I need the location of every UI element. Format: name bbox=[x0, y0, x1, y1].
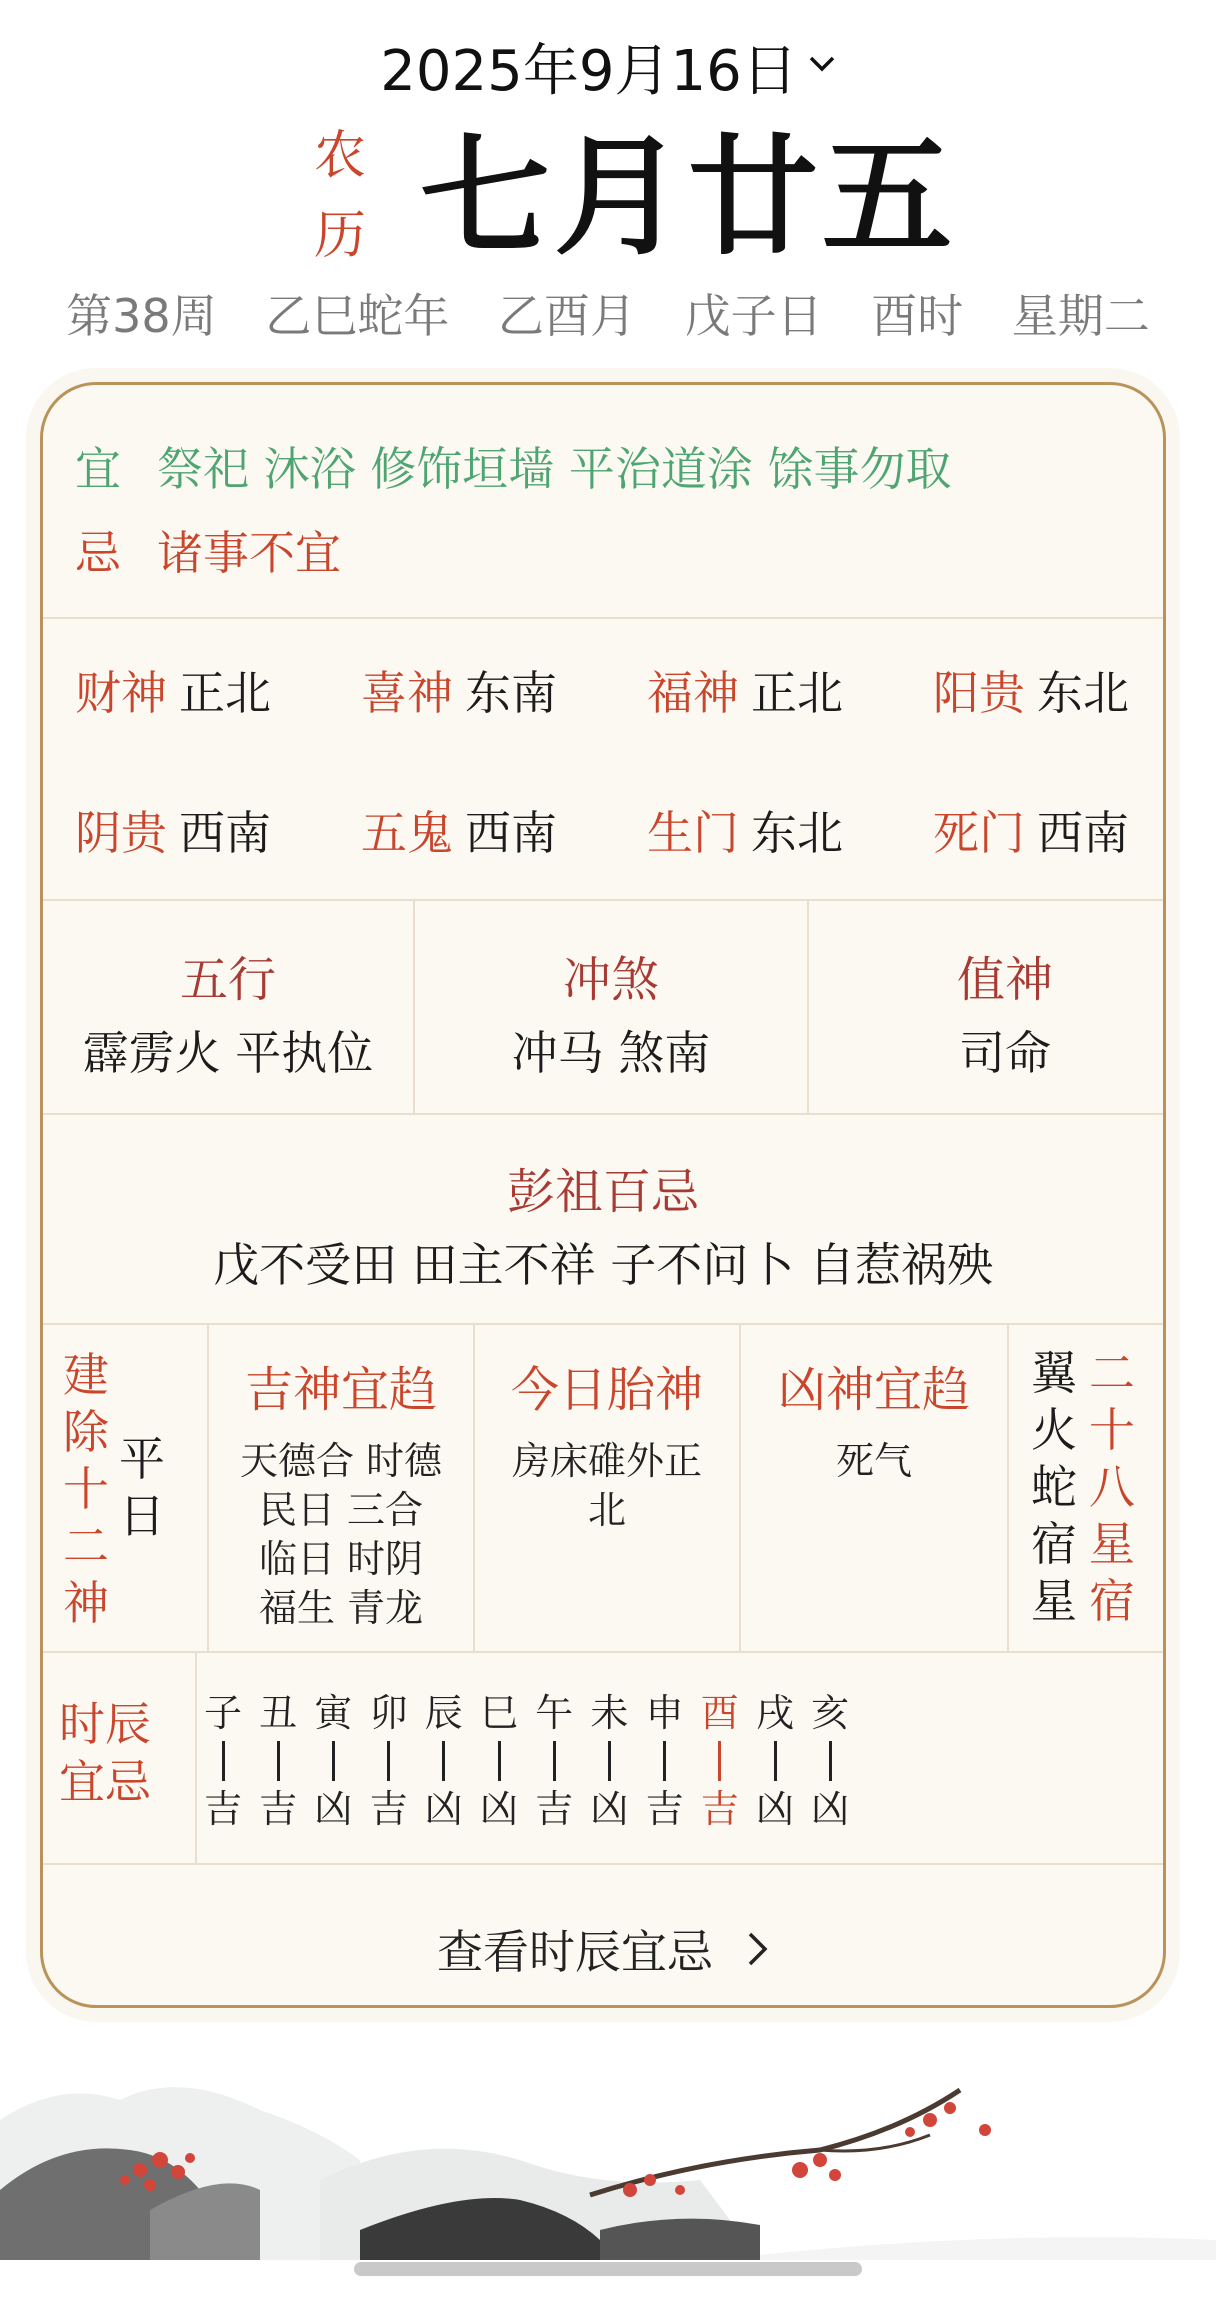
zhishen-title: 值神 bbox=[956, 952, 1053, 1008]
divider bbox=[43, 1863, 1163, 1865]
hour-luck: 凶 bbox=[590, 1787, 629, 1831]
date-info-line bbox=[0, 280, 1216, 346]
hour-branch: 卯 bbox=[369, 1691, 408, 1735]
god-wugui bbox=[361, 803, 557, 863]
lunar-label-char: 农 bbox=[313, 126, 366, 186]
god-fushen bbox=[647, 663, 843, 723]
hour-luck: 吉 bbox=[700, 1787, 739, 1831]
hour-separator bbox=[829, 1741, 832, 1781]
god-shengmen bbox=[647, 803, 843, 863]
chevron-right-icon bbox=[747, 1931, 769, 1967]
wuxing-title: 五行 bbox=[179, 952, 276, 1008]
hour-separator bbox=[332, 1741, 335, 1781]
hour-branch: 巳 bbox=[479, 1691, 518, 1735]
jianchu-value bbox=[117, 1431, 167, 1545]
shichen-hour bbox=[528, 1691, 580, 1831]
pengzu-title: 彭祖百忌 bbox=[506, 1164, 699, 1220]
hour-ganzhi: 酉时 bbox=[871, 289, 964, 343]
hour-branch: 丑 bbox=[259, 1691, 298, 1735]
yi-label: 宜 bbox=[75, 442, 121, 496]
hour-branch: 子 bbox=[203, 1691, 242, 1735]
god-name: 生门 bbox=[647, 806, 739, 860]
chevron-down-icon bbox=[808, 49, 836, 77]
date-text: 2025年9月16日 bbox=[380, 39, 798, 104]
jianchu-value-char: 日 bbox=[119, 1489, 165, 1543]
hour-luck: 凶 bbox=[479, 1787, 518, 1831]
jishen-list bbox=[209, 1437, 473, 1633]
xiu-value-char: 火 bbox=[1031, 1403, 1077, 1457]
hour-separator bbox=[608, 1741, 611, 1781]
hour-branch: 午 bbox=[535, 1691, 574, 1735]
hour-separator bbox=[277, 1741, 280, 1781]
taishen-title: 今日胎神 bbox=[510, 1362, 703, 1418]
ji-label: 忌 bbox=[75, 526, 121, 580]
xiu-value bbox=[1029, 1345, 1079, 1630]
home-indicator[interactable] bbox=[354, 2262, 862, 2276]
shichen-hour bbox=[252, 1691, 304, 1831]
hour-separator bbox=[222, 1741, 225, 1781]
god-yingui bbox=[75, 803, 271, 863]
divider bbox=[43, 1113, 1163, 1115]
hour-luck: 吉 bbox=[203, 1787, 242, 1831]
god-direction: 正北 bbox=[179, 666, 271, 720]
hour-separator bbox=[387, 1741, 390, 1781]
taishen-line: 北 bbox=[587, 1488, 626, 1532]
chongsha-title: 冲煞 bbox=[562, 952, 659, 1008]
view-shichen-button[interactable] bbox=[43, 1903, 1163, 1995]
date-selector[interactable] bbox=[0, 30, 1216, 104]
xiu-label bbox=[1087, 1345, 1137, 1630]
jianchu-label-char: 二 bbox=[63, 1519, 109, 1573]
ji-items: 诸事不宜 bbox=[157, 526, 341, 580]
hour-branch: 未 bbox=[590, 1691, 629, 1735]
jianchu-label-char: 神 bbox=[63, 1576, 109, 1630]
xiu-label-char: 十 bbox=[1089, 1403, 1135, 1457]
hour-luck: 凶 bbox=[811, 1787, 850, 1831]
jishen-line: 天德合 时德 bbox=[239, 1439, 443, 1483]
hour-separator bbox=[774, 1741, 777, 1781]
landscape-decoration bbox=[0, 2040, 1216, 2260]
hour-separator bbox=[553, 1741, 556, 1781]
divider bbox=[43, 617, 1163, 619]
god-direction: 东南 bbox=[465, 666, 557, 720]
hour-luck: 吉 bbox=[369, 1787, 408, 1831]
hour-luck: 吉 bbox=[645, 1787, 684, 1831]
hour-branch: 亥 bbox=[811, 1691, 850, 1735]
jianchu-value-char: 平 bbox=[119, 1432, 165, 1486]
weekday: 星期二 bbox=[1011, 289, 1150, 343]
hour-luck: 凶 bbox=[314, 1787, 353, 1831]
pengzu-value: 戊不受田 田主不祥 子不问卜 自惹祸殃 bbox=[213, 1238, 993, 1292]
xiu-value-char: 宿 bbox=[1031, 1517, 1077, 1571]
hour-luck: 凶 bbox=[424, 1787, 463, 1831]
hour-separator bbox=[663, 1741, 666, 1781]
yi-items: 祭祀 沐浴 修饰垣墙 平治道涂 馀事勿取 bbox=[157, 442, 952, 496]
hour-branch: 申 bbox=[645, 1691, 684, 1735]
divider bbox=[43, 1323, 1163, 1325]
god-direction: 西南 bbox=[1037, 806, 1129, 860]
jishen-line: 福生 青龙 bbox=[258, 1586, 424, 1630]
xiu-label-char: 宿 bbox=[1089, 1574, 1135, 1628]
wuxing-value: 霹雳火 平执位 bbox=[82, 1026, 374, 1080]
week-number: 第38周 bbox=[66, 289, 217, 343]
god-yanggui bbox=[933, 663, 1129, 723]
taishen-list bbox=[475, 1437, 739, 1535]
taishen-line: 房床碓外正 bbox=[511, 1439, 702, 1483]
divider bbox=[1007, 1323, 1009, 1651]
view-shichen-label: 查看时辰宜忌 bbox=[437, 1925, 713, 1979]
xiu-label-char: 星 bbox=[1089, 1517, 1135, 1571]
xiu-label-char: 八 bbox=[1089, 1460, 1135, 1514]
shichen-hour bbox=[639, 1691, 691, 1831]
god-name: 阴贵 bbox=[75, 806, 167, 860]
xiu-label-char: 二 bbox=[1089, 1346, 1135, 1400]
god-simen bbox=[933, 803, 1129, 863]
shichen-hour bbox=[363, 1691, 415, 1831]
god-caishen bbox=[75, 663, 271, 723]
chongsha-value: 冲马 煞南 bbox=[511, 1026, 711, 1080]
xiongshen-list bbox=[741, 1437, 1007, 1486]
jishen-title: 吉神宜趋 bbox=[244, 1362, 437, 1418]
hour-branch: 寅 bbox=[314, 1691, 353, 1735]
jianchu-label bbox=[61, 1347, 111, 1632]
god-name: 五鬼 bbox=[361, 806, 453, 860]
shichen-hour bbox=[694, 1691, 746, 1831]
god-name: 财神 bbox=[75, 666, 167, 720]
hour-luck: 吉 bbox=[535, 1787, 574, 1831]
hour-branch: 酉 bbox=[700, 1691, 739, 1735]
hour-branch: 辰 bbox=[424, 1691, 463, 1735]
god-name: 阳贵 bbox=[933, 666, 1025, 720]
divider bbox=[43, 899, 1163, 901]
shichen-hour bbox=[583, 1691, 635, 1831]
god-direction: 正北 bbox=[751, 666, 843, 720]
jishen-line: 临日 时阴 bbox=[258, 1537, 424, 1581]
jishen-line: 民日 三合 bbox=[258, 1488, 424, 1532]
shichen-label-line: 宜忌 bbox=[59, 1755, 151, 1809]
xiu-value-char: 星 bbox=[1031, 1574, 1077, 1628]
jianchu-label-char: 十 bbox=[63, 1462, 109, 1516]
month-ganzhi: 乙酉月 bbox=[497, 289, 636, 343]
xiu-value-char: 蛇 bbox=[1031, 1460, 1077, 1514]
shichen-label bbox=[59, 1695, 151, 1811]
god-direction: 西南 bbox=[465, 806, 557, 860]
god-name: 福神 bbox=[647, 666, 739, 720]
divider bbox=[43, 1651, 1163, 1653]
year-ganzhi: 乙巳蛇年 bbox=[265, 289, 450, 343]
god-xishen bbox=[361, 663, 557, 723]
shichen-label-line: 时辰 bbox=[59, 1697, 151, 1751]
ji-row bbox=[75, 523, 341, 583]
xiongshen-line: 死气 bbox=[835, 1439, 912, 1483]
lunar-date: 七月廿五 bbox=[420, 121, 957, 273]
almanac-card bbox=[40, 382, 1166, 2008]
shichen-hour bbox=[418, 1691, 470, 1831]
god-direction: 东北 bbox=[751, 806, 843, 860]
day-ganzhi: 戊子日 bbox=[684, 289, 823, 343]
god-name: 喜神 bbox=[361, 666, 453, 720]
shichen-hour bbox=[307, 1691, 359, 1831]
hour-separator bbox=[718, 1741, 721, 1781]
shichen-hour bbox=[197, 1691, 249, 1831]
yi-row bbox=[75, 439, 952, 499]
jianchu-label-char: 除 bbox=[63, 1405, 109, 1459]
shichen-hour bbox=[749, 1691, 801, 1831]
zhishen-value: 司命 bbox=[959, 1026, 1051, 1080]
hour-separator bbox=[442, 1741, 445, 1781]
jianchu-label-char: 建 bbox=[63, 1348, 109, 1402]
god-direction: 东北 bbox=[1037, 666, 1129, 720]
xiu-value-char: 翼 bbox=[1031, 1346, 1077, 1400]
hour-separator bbox=[498, 1741, 501, 1781]
hour-branch: 戌 bbox=[755, 1691, 794, 1735]
hour-luck: 凶 bbox=[755, 1787, 794, 1831]
god-name: 死门 bbox=[933, 806, 1025, 860]
lunar-label-char: 历 bbox=[313, 206, 366, 266]
lunar-label bbox=[308, 116, 372, 276]
shichen-hour bbox=[804, 1691, 856, 1831]
god-direction: 西南 bbox=[179, 806, 271, 860]
xiongshen-title: 凶神宜趋 bbox=[777, 1362, 970, 1418]
hour-luck: 吉 bbox=[259, 1787, 298, 1831]
shichen-hour bbox=[473, 1691, 525, 1831]
